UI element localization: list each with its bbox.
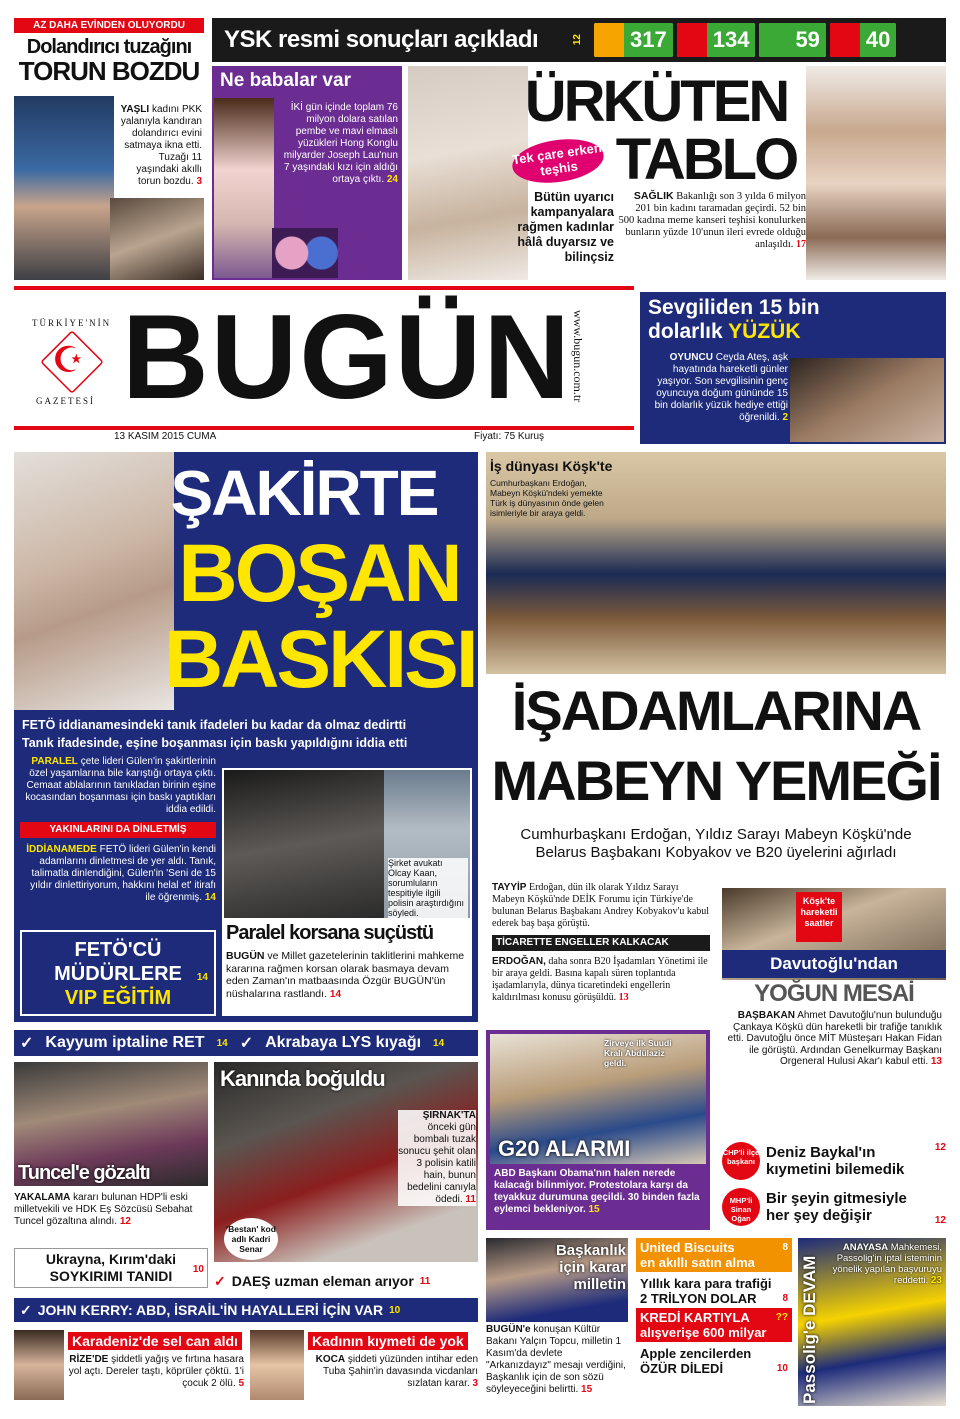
headline-1: ŞAKİRTE — [170, 457, 438, 529]
karadeniz-body: RİZE'DE şiddetli yağış ve fırtına hasara yol açtı. Dereler taştı, köprüler çöktü. 1'i çocuk 2 ölü. 5 — [68, 1354, 244, 1389]
bar-kayyum[interactable]: ✓ Kayyum iptaline RET 14 ✓ Akrabaya LYS kıyağı 14 — [14, 1030, 478, 1056]
g20-caption: Zirveye ilk Suudi Kralı Abdülaziz geldi. — [604, 1038, 672, 1068]
brief-ub: United Biscuits en akıllı satın alma 8 — [636, 1238, 792, 1272]
g20-title: G20 ALARMI — [498, 1136, 631, 1161]
tuncel-story[interactable] — [14, 1062, 208, 1242]
party-seats: 317 — [624, 23, 673, 57]
davutoglu-box[interactable] — [722, 888, 946, 1080]
kaninda-story[interactable] — [214, 1062, 478, 1262]
g20-body: ABD Başkanı Obama'nın halen nerede kalacağı bilinmiyor. Protestolara karşı da teyakkuz durumuna geçildi. 30 binden fazla eylemci bekleniyor. 15 — [494, 1168, 700, 1215]
page-ref: 15 — [581, 1384, 593, 1395]
side-text: Bütün uyarıcı kampanyalara rağmen kadınlar hâlâ duyarsız ve bilinçsiz — [517, 190, 614, 264]
top-left-story[interactable] — [14, 18, 204, 280]
newspaper-logo: BUGÜN — [122, 290, 572, 424]
topcu-body: BUGÜN'e konuşan Kültür Bakanı Yalçın Topcu, milletin 1 Kasım'da devlete "Arkanızdayız" mesajı verdiğini, Başkanlık için de son sözü söyleyeceğini belirtti. 15 — [486, 1324, 626, 1395]
party-logo-icon — [677, 23, 707, 57]
feto-box[interactable]: FETÖ'CÜ MÜDÜRLERE VIP EĞİTİM 14 — [20, 930, 216, 1016]
sub-2: Tanık ifadesinde, eşine boşanması için baskı yapıldığını iddia etti — [22, 736, 408, 750]
left-column: PARALEL çete lideri Gülen'in şakirtlerinin özel yaşamlarına bile karıştığı ortaya çıktı. Cemaat ablalarının tanıkladan birinin eşine kocasından boşanması için baskı yaptıkları iddia edildi. YAKINLARINI DA DİNLETMİŞ İDDİANAMEDE FETÖ lideri Gülen'in kendi adamlarını dinletmesi de yer aldı. Tanık, talimatla dinlendiğini, Gülen'in 'Seni de 15 yıldır dinlettiriyorum, hakkını helal et' itirafı ile öğrenmiş. 14 — [20, 756, 216, 904]
page-ref: 12 — [119, 1216, 131, 1227]
site-url[interactable]: www.bugun.com.tr — [571, 310, 585, 403]
headline-2: BOŞAN — [178, 528, 460, 619]
turkiyenin-label: TÜRKİYE'NİN — [32, 318, 112, 328]
kadin-story[interactable] — [250, 1330, 478, 1406]
yuzuk-title: Sevgiliden 15 bin dolarlık YÜZÜK — [648, 296, 820, 343]
story-body: YAŞLI kadını PKK yalanıyla kandıran dolandırıcı evini satmaya ikna etti. Tuzağı 11 yaşındaki akıllı torun bozdu. 3 — [120, 104, 202, 187]
yuzuk-story[interactable] — [640, 292, 946, 444]
ysk-bar[interactable] — [212, 18, 946, 62]
page-ref: 14 — [196, 972, 208, 983]
headline-line2: TORUN BOZDU — [18, 56, 200, 86]
masthead[interactable] — [14, 286, 634, 444]
ysk-text: YSK resmi sonuçları açıkladı — [224, 26, 539, 53]
tuncel-body: YAKALAMA kararı bulunan HDP'li eski milletvekili ve HDK Eş Sözcüsü Sebahat Tuncel gözaltına alındı. 12 — [14, 1192, 193, 1227]
party-result — [594, 23, 673, 57]
page-ref: 14 — [204, 892, 216, 903]
mid-heading: YAKINLARINI DA DİNLETMİŞ — [20, 822, 216, 838]
kadin-photo — [250, 1330, 304, 1400]
couple-photo — [790, 358, 944, 442]
party-logo-icon — [594, 23, 624, 57]
photo-caption: Cumhurbaşkanı Erdoğan, Mabeyn Köşkü'ndeki yemekte Türk iş dünyasının önde gelen isimleriyle bir araya geldi. — [490, 478, 604, 518]
davutoglu-body: BAŞBAKAN Ahmet Davutoğlu'nun bulunduğu Çankaya Köşkü dün hareketli bir trafiğe tanıklık etti. Davutoğlu önce MİT Müsteşarı Hakan Fidan ile görüştü. Ardından Genelkurmay Başkanı Orgeneral Hulusi Akar'ı kabul etti. 13 — [727, 1010, 942, 1067]
sakirte-story[interactable] — [14, 452, 478, 1022]
page-ref: 24 — [386, 174, 398, 185]
kicker: AZ DAHA EVİNDEN OLUYORDU — [14, 18, 204, 33]
subhead: Cumhurbaşkanı Erdoğan, Yıldız Sarayı Mabeyn Köşkü'nde Belarus Başbakanı Kobyakov ve B20 üyelerini ağırladı — [520, 826, 912, 861]
kaninda-body: ŞIRNAK'TA önceki gün bombalı tuzak sonucu şehit olan 3 polisin katili hain, bunun bedelini canıyla ödedi. 11 — [398, 1110, 476, 1205]
mid-heading: TİCARETTE ENGELLER KALKACAK — [492, 935, 710, 951]
daes-item[interactable]: ✓ DAEŞ uzman eleman arıyor 11 — [214, 1272, 431, 1289]
yuzuk-highlight: YÜZÜK — [728, 320, 801, 343]
karadeniz-title: Karadeniz'de sel can aldı — [68, 1332, 242, 1350]
page-ref: 17 — [796, 239, 806, 250]
gazetesi-label: GAZETESİ — [36, 396, 95, 406]
headline-1: İŞADAMLARINA — [511, 679, 921, 742]
karadeniz-story[interactable] — [14, 1330, 244, 1406]
page-ref: 13 — [618, 992, 629, 1003]
party-seats: 59 — [789, 23, 825, 57]
briefs-column[interactable] — [636, 1238, 792, 1406]
headline-2: MABEYN YEMEĞİ — [491, 749, 941, 812]
bubble: Tek çare erken teşhis — [510, 134, 607, 188]
party-result — [759, 23, 825, 57]
headline — [14, 35, 204, 86]
urkuten-title: ÜRKÜTEN — [524, 69, 788, 134]
page-ref: 12 — [934, 1142, 946, 1153]
check-icon: ✓ — [214, 1272, 226, 1289]
party-seats: 134 — [707, 23, 756, 57]
kaninda-title: Kanında boğuldu — [220, 1066, 385, 1091]
tablo-title: TABLO — [615, 127, 797, 192]
babalar-title: Ne babalar var — [220, 70, 351, 91]
check-icon: ✓ — [239, 1035, 254, 1052]
davutoglu-title: Davutoğlu'ndan — [722, 950, 946, 978]
g20-story[interactable] — [486, 1030, 710, 1230]
girl-photo — [214, 98, 274, 278]
isdunyasi-story[interactable] — [486, 452, 946, 1082]
passolig-vertical: Passolig'e DEVAM — [800, 1255, 819, 1404]
page-ref: 10 — [192, 1264, 204, 1275]
korsan-caption: Şirket avukatı Olcay Kaan, sorumluların tespitiyle ilgili polisin araştırdığını söyledi. — [388, 858, 468, 918]
page-ref: 23 — [930, 1275, 942, 1286]
yogun-mesai: YOĞUN MESAİ — [754, 980, 914, 1007]
party-result — [677, 23, 756, 57]
check-icon: ✓ — [20, 1035, 34, 1052]
urkuten-body: SAĞLIK Bakanlığı son 3 yılda 6 milyon 201 bin kadını taramadan geçirdi. 52 bin 500 kadına meme kanseri teşhisi konulurken bunların yüzde 10'unun ileri evrede olduğu anlaşıldı. 17 — [618, 190, 806, 250]
page-ref: 10 — [389, 1304, 401, 1316]
page-ref: 3 — [472, 1378, 478, 1389]
headline-3: BASKISI — [164, 614, 476, 705]
price: Fiyatı: 75 Kuruş — [474, 431, 545, 442]
yuzuk-body: OYUNCU Ceyda Ateş, aşk hayatında hareketli günler yaşıyor. Son sevgilisinin genç oyuncuya doğum gününde 15 bin dolarlık yüzük hediye ettiği öğrenildi. 2 — [654, 352, 788, 423]
passolig-story[interactable] — [798, 1238, 946, 1406]
party-result — [830, 23, 896, 57]
topcu-story[interactable] — [486, 1238, 628, 1406]
page-ref: 11 — [419, 1275, 431, 1287]
page-ref: 2 — [782, 412, 788, 423]
model-photo — [806, 66, 946, 280]
check-icon: ✓ — [20, 1301, 32, 1318]
brief-karapara: Yıllık kara para trafiği 2 TRİLYON DOLAR 8 — [640, 1276, 788, 1306]
baykal-text: Deniz Baykal'ın kıymetini bilemedik — [766, 1144, 905, 1178]
tuncel-title: Tuncel'e gözaltı — [18, 1162, 150, 1184]
brief-kredi: KREDİ KARTIYLA alışverişe 600 milyar ?? — [636, 1308, 792, 1342]
ukrayna-item[interactable]: Ukrayna, Kırım'daki SOYKIRIMI TANIDI 10 — [14, 1248, 208, 1288]
chp-badge: CHP'li ilçe başkanı — [722, 1142, 760, 1180]
page-ref: 11 — [465, 1194, 476, 1205]
kerry-bar[interactable]: ✓ JOHN KERRY: ABD, İSRAİL'İN HAYALLERİ İÇİN VAR 10 — [14, 1298, 478, 1322]
grandmother-photo — [110, 198, 204, 280]
kadin-body: KOCA şiddeti yüzünden intihar eden Tuba Şahin'in davasında vicdanları sızlatan karar. 3 — [315, 1354, 478, 1389]
story-photo — [14, 96, 114, 280]
hareketli-badge: Köşk'te hareketli saatler — [796, 892, 842, 942]
headline-line1: Dolandırıcı tuzağını — [26, 36, 192, 58]
seyin-text: Bir şeyin gitmesiyle her şey değişir — [766, 1190, 907, 1224]
page-ref: 3 — [196, 176, 202, 187]
sub-1: FETÖ iddianamesindeki tanık ifadeleri bu kadar da olmaz dedirtti — [22, 718, 407, 732]
kadin-title: Kadının kıymeti de yok — [308, 1332, 468, 1350]
korsan-title: Paralel korsana suçüstü — [226, 922, 434, 944]
baykal-item[interactable] — [722, 1140, 946, 1182]
body-column: TAYYİP Erdoğan, dün ilk olarak Yıldız Sarayı Mabeyn Köşkü'nde DEİK Forumu için Türkiye'de bulunan Belarus Başbakanı Andrey Kobyakov'u kabul ederek baş başa görüştü. TİCARETTE ENGELLER KALKACAK ERDOĞAN, daha sonra B20 İşadamları Yönetimi ile bir araya geldi. Basına kapalı süren toplantıda işadamlarıyla, dünya ticaretindeki engellerin kaldırılması konusu görüşüldü. 13 — [492, 882, 710, 1003]
brief-apple: Apple zencilerden ÖZÜR DİLEDİ 10 — [640, 1346, 788, 1376]
korsan-body: BUGÜN ve Millet gazetelerinin taklitlerini mahkeme kararına rağmen korsan olarak basmaya devam eden Zaman'ın matbaasında Özgür BUGÜN'ün nüshalarına rastlandı. 14 — [226, 950, 465, 1000]
issue-date: 13 KASIM 2015 CUMA — [114, 431, 217, 442]
kicker: İş dünyası Köşk'te — [490, 458, 613, 474]
party-logo-icon — [830, 23, 860, 57]
mhp-badge: MHP'li Sinan Oğan — [722, 1188, 760, 1226]
party-results — [594, 23, 896, 57]
party-seats: 40 — [860, 23, 896, 57]
topcu-overlay: Başkanlık için karar milletin — [555, 1242, 626, 1293]
party-logo-icon — [759, 23, 789, 57]
urkuten-story[interactable] — [406, 66, 946, 280]
ysk-page: 12 — [572, 34, 583, 46]
page-ref: 5 — [238, 1378, 244, 1389]
babalar-story[interactable] — [212, 66, 402, 280]
page-ref: 12 — [934, 1215, 946, 1226]
babalar-body: İKİ gün içinde toplam 76 milyon dolara satılan pembe ve mavi elmaslı yüzükleri Hong Konglu milyarder Joseph Lau'nun 7 yaşındaki kızı için aldığı ortaya çıktı. 24 — [283, 102, 398, 185]
child-photo — [14, 1330, 64, 1400]
page-ref: 15 — [588, 1204, 600, 1215]
seyin-item[interactable] — [722, 1186, 946, 1228]
korsan-box[interactable] — [222, 768, 472, 1016]
page-ref: 14 — [329, 988, 342, 1000]
passolig-body: ANAYASA Mahkemesi, Passolig'in iptal isteminin yönelik yapılan başvuruyu reddetti. 23 — [832, 1242, 942, 1286]
diamond-photo — [272, 228, 338, 278]
korsan-photo — [224, 770, 384, 918]
crescent-icon: ☪ — [52, 339, 85, 380]
page-ref: 13 — [930, 1056, 942, 1067]
kaninda-badge: 'Bestan' kod adlı Kadri Senar — [224, 1218, 278, 1260]
